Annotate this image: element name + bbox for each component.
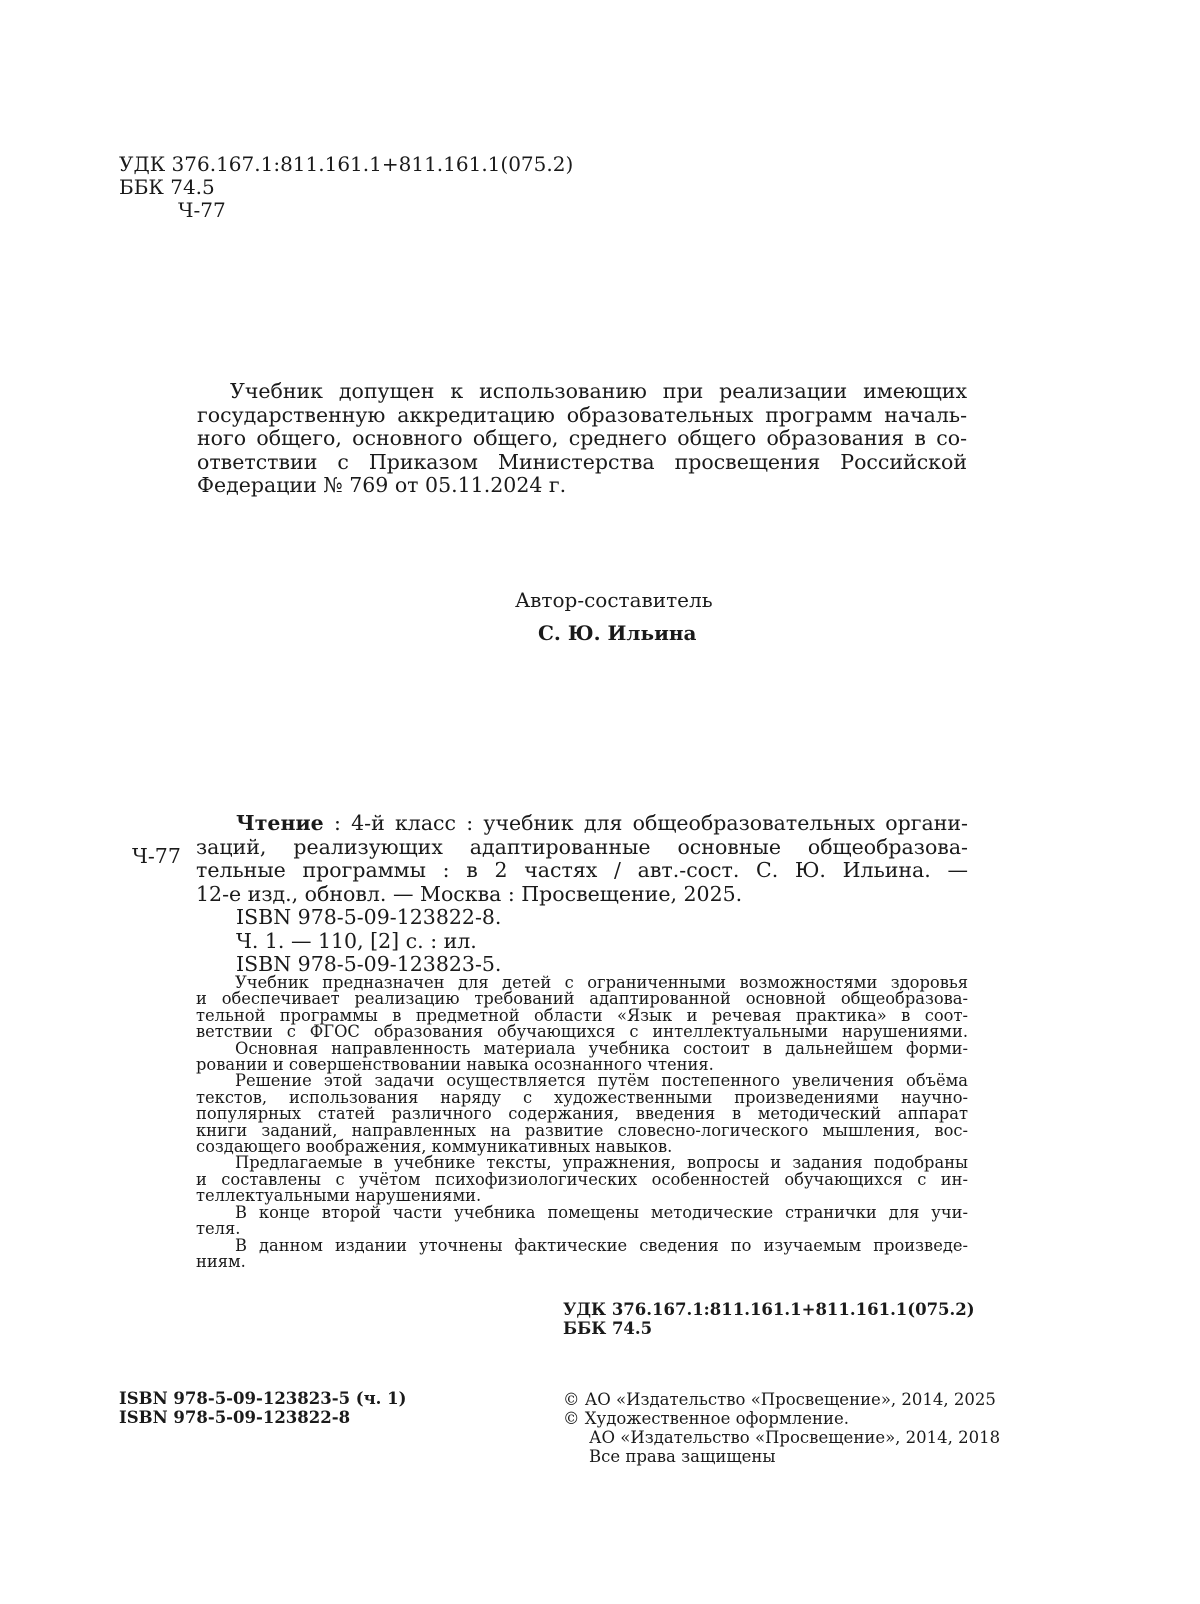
bottom-bbk: ББК 74.5	[563, 1319, 653, 1338]
annotation-line: текстов, использования наряду с художественными произведениями научно-	[196, 1087, 968, 1107]
annotation-line: теллектуальными нарушениями.	[196, 1186, 482, 1206]
approval-line: государственную аккредитацию образовательных программ началь-	[197, 402, 967, 427]
annotation-line: В данном издании уточнены фактические сведения по изучаемым произведе-	[235, 1235, 968, 1255]
record-part: Ч. 1. — 110, [2] с. : ил.	[236, 928, 477, 953]
annotation-line: тельной программы в предметной области «Язык и речевая практика» в соот-	[196, 1005, 968, 1025]
annotation-line: Основная направленность материала учебника состоит в дальнейшем форми-	[235, 1038, 968, 1058]
annotation-line: ветствии с ФГОС образования обучающихся с интеллектуальными нарушениями.	[196, 1022, 968, 1042]
annotation-line: ниям.	[196, 1251, 246, 1271]
approval-line: ответствии с Приказом Министерства просвещения Российской	[197, 449, 967, 474]
approval-line: Учебник допущен к использованию при реализации имеющих	[230, 379, 967, 403]
copyright-line-1: © АО «Издательство «Просвещение», 2014, 2025	[563, 1390, 996, 1409]
copyright-line-2: © Художественное оформление.	[563, 1409, 850, 1428]
record-mark: Ч-77	[132, 844, 181, 868]
annotation-line: и обеспечивает реализацию требований адаптированной основной общеобразова-	[196, 989, 968, 1009]
annotation-line: Решение этой задачи осуществляется путём постепенного увеличения объёма	[235, 1071, 968, 1091]
annotation-line: и составлены с учётом психофизиологических особенностей обучающихся с ин-	[196, 1169, 968, 1189]
copyright-line-3: АО «Издательство «Просвещение», 2014, 2018	[589, 1428, 1001, 1447]
bottom-udk: УДК 376.167.1:811.161.1+811.161.1(075.2)	[563, 1300, 975, 1319]
approval-line: ного общего, основного общего, среднего общего образования в со-	[197, 426, 967, 451]
annotation-line: Учебник предназначен для детей с ограниченными возможностями здоровья	[235, 973, 968, 992]
bottom-classification	[563, 1300, 975, 1338]
record-line-2: заций, реализующих адаптированные основные общеобразова-	[196, 834, 968, 859]
record-line-3: тельные программы : в 2 частях / авт.-сост. С. Ю. Ильина. —	[196, 858, 968, 882]
record-title: Чтение	[236, 811, 324, 835]
annotation-line: популярных статей различного содержания, введения в методический аппарат	[196, 1104, 968, 1124]
annotation-line: книги заданий, направленных на развитие словесно-логического мышления, вос-	[196, 1120, 968, 1140]
approval-notice	[197, 380, 967, 498]
record-line-1: : 4-й класс : учебник для общеобразовательных органи-	[323, 811, 968, 835]
copyright-line-4: Все права защищены	[589, 1447, 776, 1466]
copyright-block	[563, 1390, 1000, 1466]
record-isbn-part: ISBN 978-5-09-123823-5.	[236, 952, 502, 976]
annotation-line: В конце второй части учебника помещены методические странички для учи-	[235, 1202, 968, 1222]
annotation-line: ровании и совершенствовании навыка осознанного чтения.	[196, 1055, 714, 1075]
bbk-code: ББК 74.5	[119, 175, 215, 199]
bibliographic-record	[196, 811, 968, 977]
annotation	[196, 975, 968, 1270]
record-line-4: 12-е изд., обновл. — Москва : Просвещение, 2025.	[196, 881, 743, 906]
author-code: Ч-77	[178, 198, 226, 222]
annotation-line: теля.	[196, 1219, 241, 1239]
isbn-block	[119, 1390, 406, 1427]
isbn-set: ISBN 978-5-09-123822-8	[119, 1407, 351, 1427]
udk-code: УДК 376.167.1:811.161.1+811.161.1(075.2)	[119, 152, 574, 176]
approval-line: Федерации № 769 от 05.11.2024 г.	[197, 473, 567, 498]
author-name: С. Ю. Ильина	[538, 621, 697, 645]
isbn-part: ISBN 978-5-09-123823-5 (ч. 1)	[119, 1389, 407, 1408]
annotation-line: Предлагаемые в учебнике тексты, упражнения, вопросы и задания подобраны	[235, 1153, 968, 1173]
author-role: Автор-составитель	[515, 588, 713, 612]
record-isbn-set: ISBN 978-5-09-123822-8.	[236, 905, 502, 929]
annotation-line: создающего воображения, коммуникативных навыков.	[196, 1137, 673, 1157]
